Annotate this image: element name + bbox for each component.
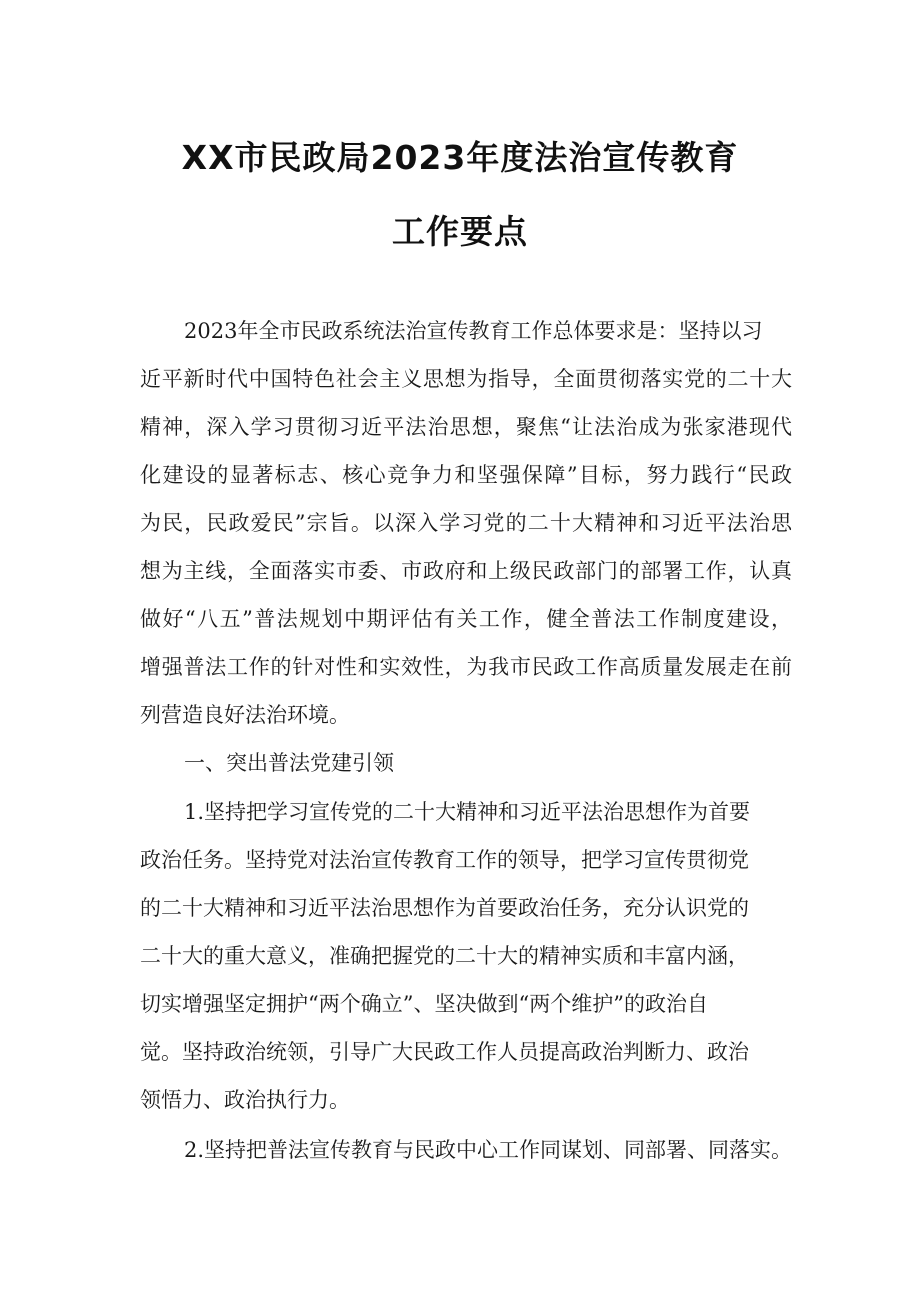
item1-line: 觉。坚持政治统领，引导广大民政工作人员提高政治判断力、政治 [140, 1040, 749, 1064]
intro-line: 2023年全市民政系统法治宣传教育工作总体要求是：坚持以习 [184, 319, 763, 343]
document-title-line-1: XX市民政局2023年度法治宣传教育 [181, 138, 739, 177]
document-title-line-2: 工作要点 [392, 212, 528, 251]
intro-line: 增强普法工作的针对性和实效性，为我市民政工作高质量发展走在前 [140, 655, 792, 679]
item1-line: 二十大的重大意义，准确把握党的二十大的精神实质和丰富内涵， [140, 944, 749, 968]
item1-line: 政治任务。坚持党对法治宣传教育工作的领导，把学习宣传贯彻党 [140, 848, 749, 872]
item2-line: 2.坚持把普法宣传教育与民政中心工作同谋划、同部署、同落实。 [184, 1138, 793, 1162]
item1-line: 切实增强坚定拥护“两个确立”、坚决做到“两个维护”的政治自 [140, 992, 708, 1016]
intro-line: 做好“八五”普法规划中期评估有关工作，健全普法工作制度建设， [140, 607, 792, 631]
item1-line: 领悟力、政治执行力。 [140, 1088, 350, 1112]
item1-line: 的二十大精神和习近平法治思想作为首要政治任务，充分认识党的 [140, 896, 749, 920]
intro-line: 化建设的显著标志、核心竞争力和坚强保障”目标，努力践行“民政 [140, 463, 792, 487]
intro-line: 为民，民政爱民”宗旨。以深入学习党的二十大精神和习近平法治思 [140, 511, 792, 535]
intro-line: 列营造良好法治环境。 [140, 703, 350, 727]
item1-line: 1.坚持把学习宣传党的二十大精神和习近平法治思想作为首要 [184, 800, 751, 824]
section-heading: 一、突出普法党建引领 [184, 751, 394, 775]
intro-line: 近平新时代中国特色社会主义思想为指导，全面贯彻落实党的二十大 [140, 367, 792, 391]
intro-line: 精神，深入学习贯彻习近平法治思想，聚焦“让法治成为张家港现代 [140, 415, 792, 439]
intro-line: 想为主线，全面落实市委、市政府和上级民政部门的部署工作，认真 [140, 559, 792, 583]
